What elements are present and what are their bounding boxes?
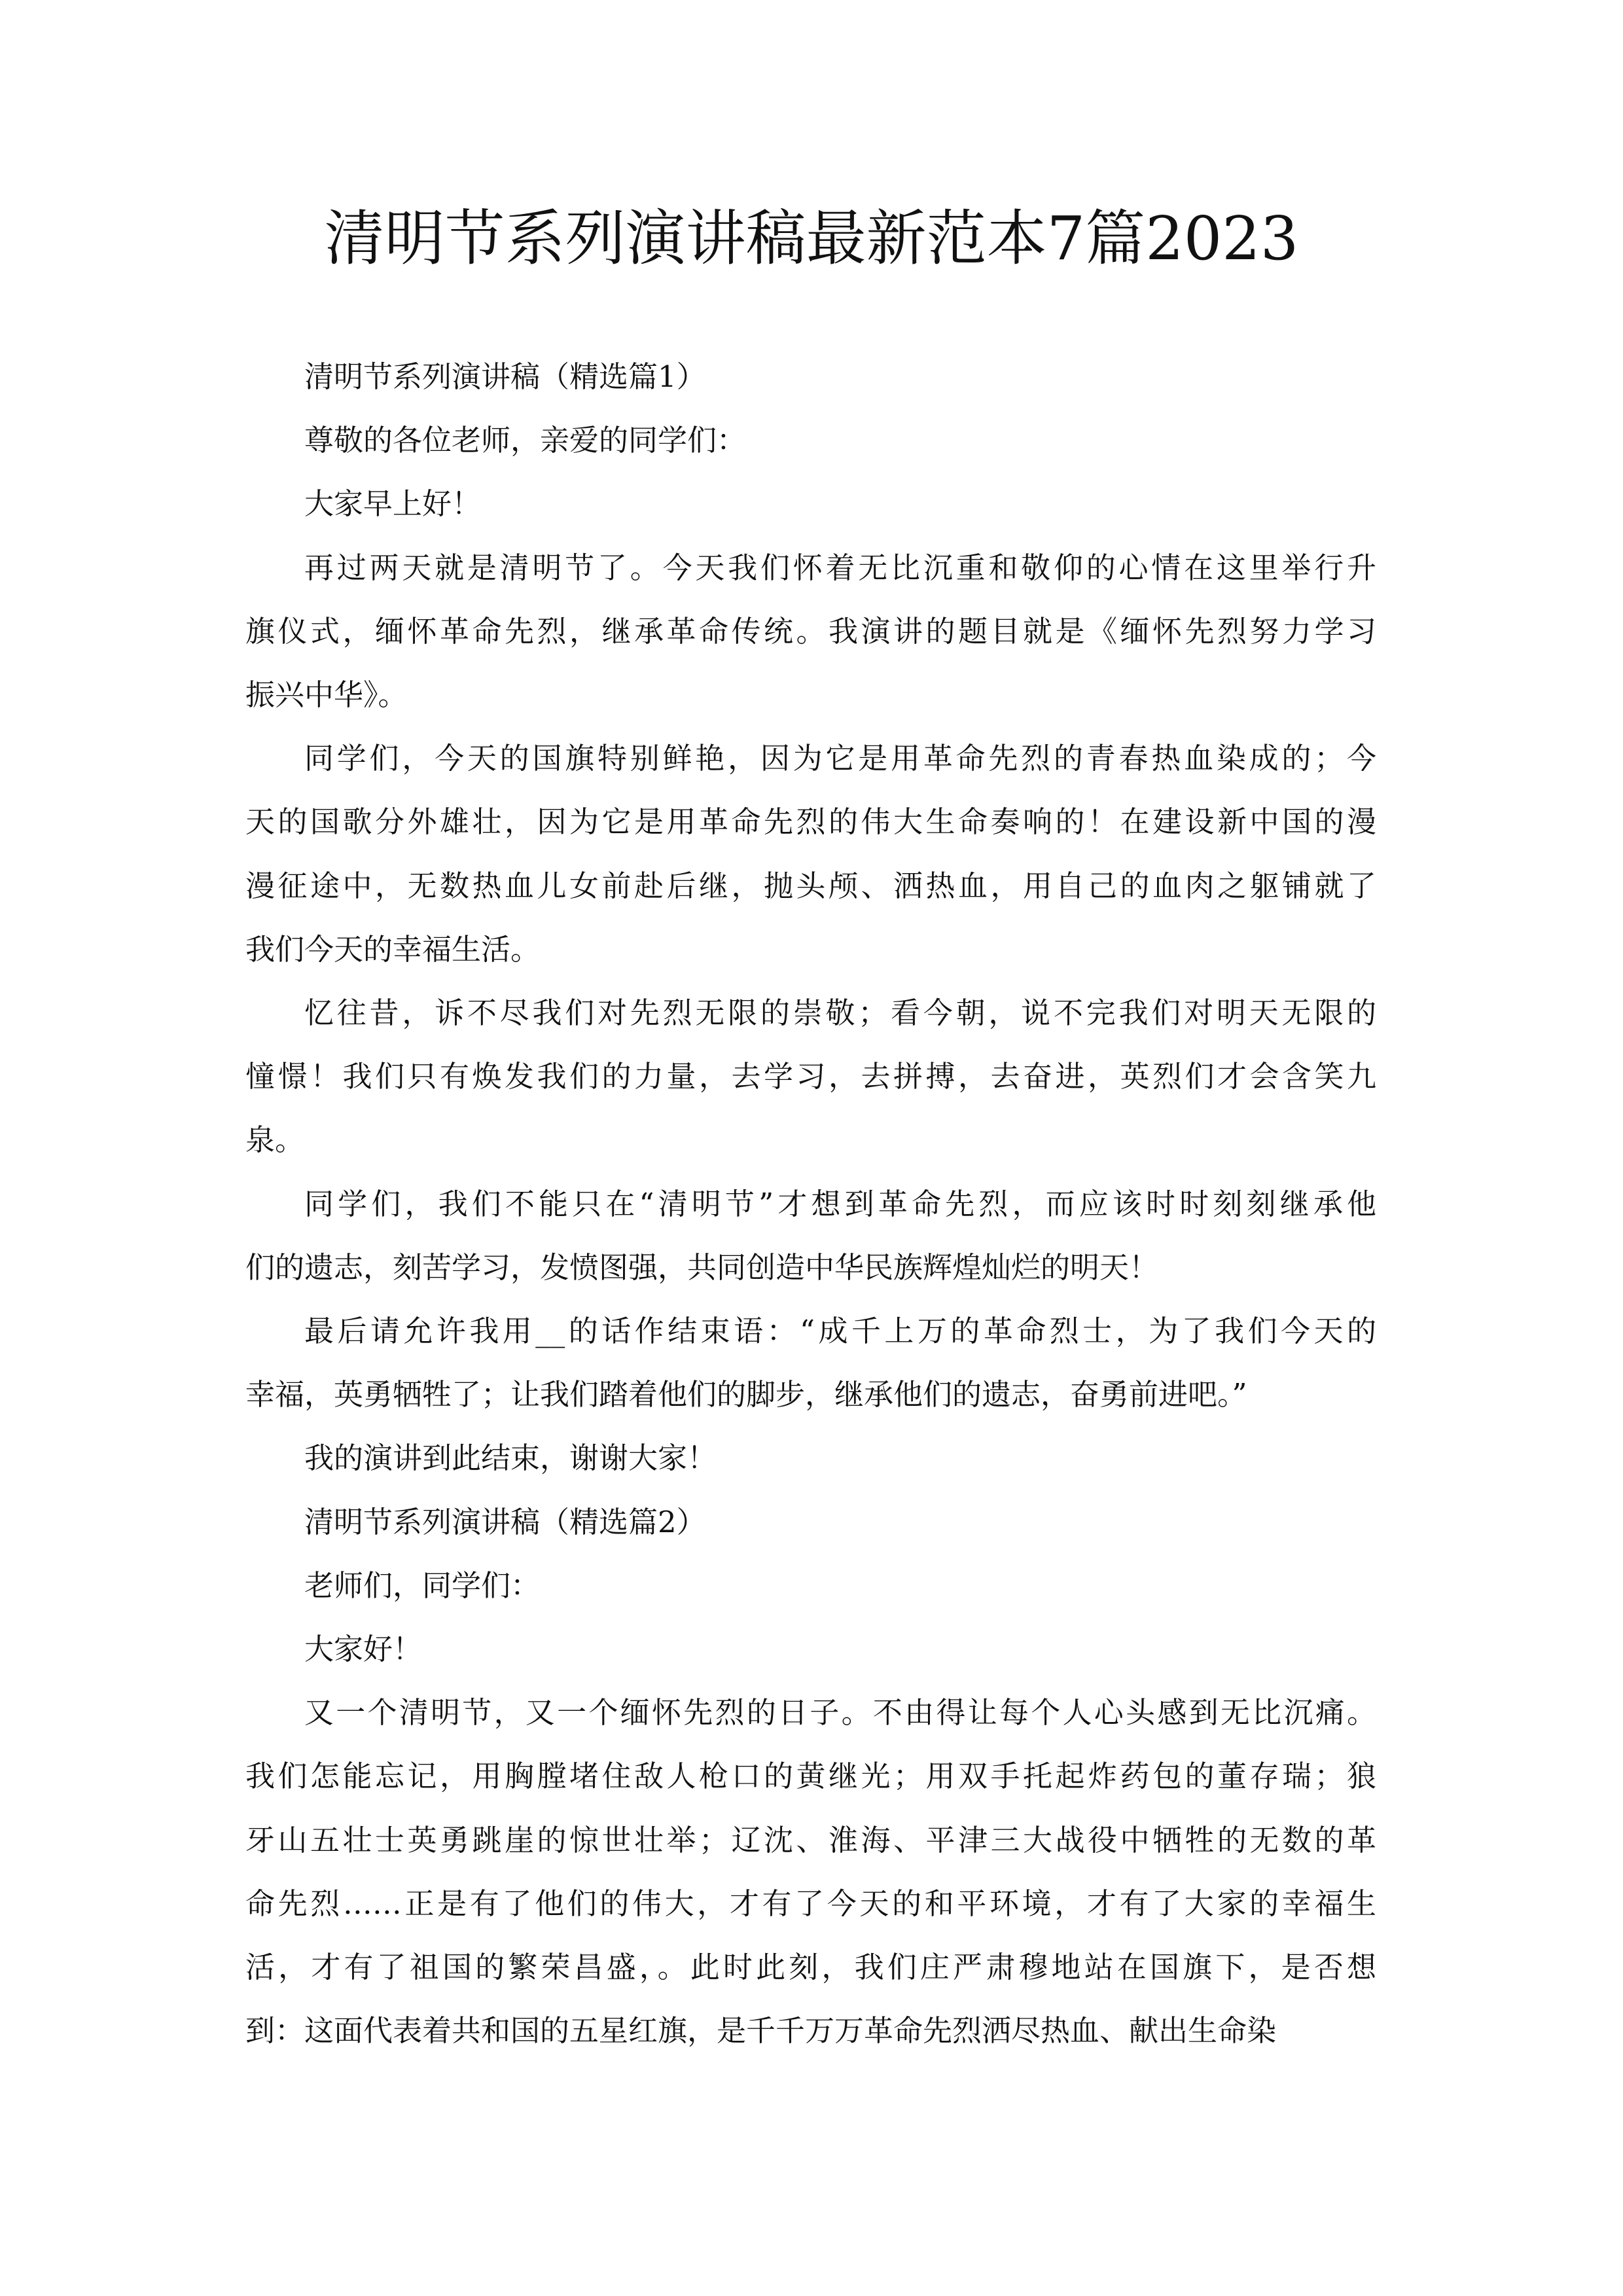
- text-line: 最后请允许我用__的话作结束语：“成千上万的革命烈士，为了我们今天的: [304, 1314, 1376, 1349]
- paragraph: [245, 1172, 1376, 1299]
- text-line: 大家早上好！: [304, 486, 482, 522]
- text-line: 清明节系列演讲稿（精选篇2）: [304, 1504, 706, 1539]
- text-line: 漫征途中，无数热血儿女前赴后继，抛头颅、洒热血，用自己的血肉之躯铺就了: [245, 868, 1376, 903]
- document-title: 清明节系列演讲稿最新范本7篇2023: [324, 204, 1299, 274]
- text-line: 旗仪式，缅怀革命先烈，继承革命传统。我演讲的题目就是《缅怀先烈努力学习: [245, 613, 1376, 649]
- text-line: 清明节系列演讲稿（精选篇1）: [304, 359, 706, 394]
- text-line: 再过两天就是清明节了。今天我们怀着无比沉重和敬仰的心情在这里举行升: [304, 550, 1376, 585]
- paragraph: [245, 1426, 1376, 1490]
- text-line: 我的演讲到此结束，谢谢大家！: [304, 1441, 717, 1476]
- paragraph: [245, 536, 1376, 727]
- paragraph: [245, 472, 1376, 535]
- document-body: [245, 345, 1376, 2062]
- paragraph: [245, 726, 1376, 981]
- text-line: 们的遗志，刻苦学习，发愤图强，共同创造中华民族辉煌灿烂的明天！: [245, 1249, 1159, 1285]
- text-line: 同学们，今天的国旗特别鲜艳，因为它是用革命先烈的青春热血染成的；今: [304, 741, 1376, 776]
- text-line: 泉。: [245, 1122, 305, 1158]
- text-line: 幸福，英勇牺牲了；让我们踏着他们的脚步，继承他们的遗志，奋勇前进吧。”: [245, 1377, 1247, 1412]
- text-line: 命先烈……正是有了他们的伟大，才有了今天的和平环境，才有了大家的幸福生: [245, 1886, 1376, 1921]
- text-line: 牙山五壮士英勇跳崖的惊世壮举；辽沈、淮海、平津三大战役中牺牲的无数的革: [245, 1822, 1376, 1857]
- paragraph: [245, 1299, 1376, 1426]
- text-line: 振兴中华》。: [245, 677, 408, 713]
- text-line: 大家好！: [304, 1632, 423, 1667]
- text-line: 到：这面代表着共和国的五星红旗，是千千万万革命先烈洒尽热血、献出生命染: [245, 2013, 1277, 2049]
- text-line: 憧憬！我们只有焕发我们的力量，去学习，去拼搏，去奋进，英烈们才会含笑九: [245, 1059, 1376, 1094]
- paragraph: [245, 345, 1376, 408]
- text-line: 老师们，同学们：: [304, 1568, 541, 1603]
- paragraph: [245, 1490, 1376, 1554]
- paragraph: [245, 981, 1376, 1172]
- paragraph: [245, 408, 1376, 472]
- paragraph: [245, 1681, 1376, 2062]
- paragraph: [245, 1554, 1376, 1617]
- text-line: 天的国歌分外雄壮，因为它是用革命先烈的伟大生命奏响的！在建设新中国的漫: [245, 804, 1376, 840]
- text-line: 尊敬的各位老师，亲爱的同学们：: [304, 423, 747, 458]
- text-line: 忆往昔，诉不尽我们对先烈无限的崇敬；看今朝，说不完我们对明天无限的: [304, 996, 1376, 1031]
- text-line: 又一个清明节，又一个缅怀先烈的日子。不由得让每个人心头感到无比沉痛。: [304, 1695, 1376, 1731]
- text-line: 我们怎能忘记，用胸膛堵住敌人枪口的黄继光；用双手托起炸药包的董存瑞；狼: [245, 1759, 1376, 1794]
- text-line: 同学们，我们不能只在“清明节”才想到革命先烈，而应该时时刻刻继承他: [304, 1186, 1376, 1221]
- paragraph: [245, 1617, 1376, 1681]
- text-line: 活，才有了祖国的繁荣昌盛，。此时此刻，我们庄严肃穆地站在国旗下，是否想: [245, 1950, 1376, 1985]
- text-line: 我们今天的幸福生活。: [245, 931, 541, 967]
